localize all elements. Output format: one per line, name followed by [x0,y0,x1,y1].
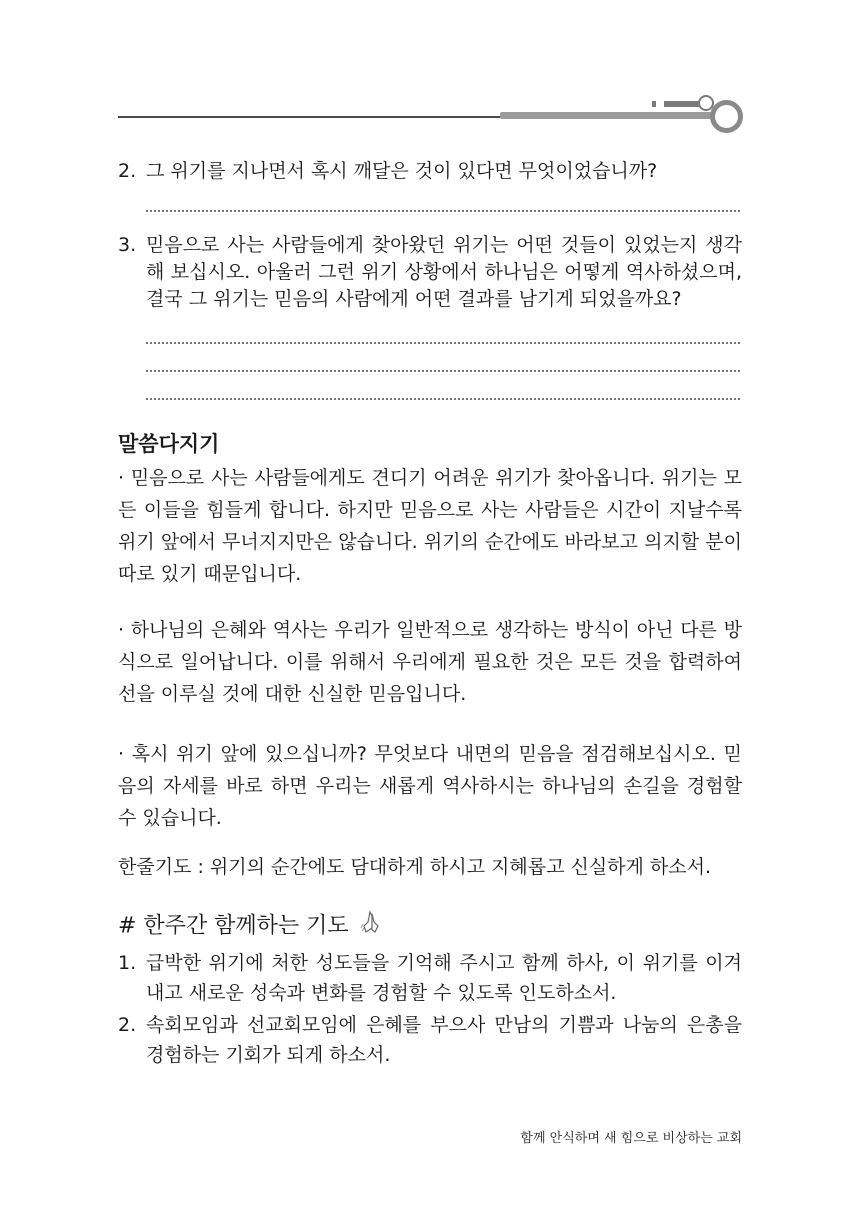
body-paragraph: · 혹시 위기 앞에 있으십니까? 무엇보다 내면의 믿음을 점검해보십시오. 믿음의 자세를 바로 하면 우리는 새롭게 역사하시는 하나님의 손길을 경험할 수 있습니다. [118,743,742,829]
question-item [118,158,742,184]
header-big-ring [710,100,743,133]
prayer-item-number: 2. [118,1014,137,1036]
prayer-item-number: 1. [118,952,137,974]
question-text: 그 위기를 지나면서 혹시 깨달은 것이 있다면 무엇이었습니까? [146,160,658,182]
question-text: 믿음으로 사는 사람들에게 찾아왔던 위기는 어떤 것들이 있었는지 생각해 보십시오. 아울러 그런 위기 상황에서 하나님은 어떻게 역사하셨으며, 결국 그 위기는 믿음의 사람에게 어떤 결과를 남기게 되었을까요? [146,234,742,310]
body-paragraph: · 믿음으로 사는 사람들에게도 견디기 어려운 위기가 찾아옵니다. 위기는 모든 이들을 힘들게 합니다. 하지만 믿음으로 사는 사람들은 시간이 지날수록 위기 앞에서 무너지지만은 않습니다. 위기의 순간에도 바라보고 의지할 분이 따로 있기 때문입니다. [118,467,742,585]
section-title: 말씀다지기 [118,432,220,456]
footer-text: 함께 안식하며 새 힘으로 비상하는 교회 [520,1131,742,1146]
prayer-item-text: 속회모임과 선교회모임에 은혜를 부으사 만남의 기쁨과 나눔의 은총을 경험하는 기회가 되게 하소서. [146,1014,742,1066]
question-item [118,232,742,313]
answer-line[interactable] [146,210,740,212]
header-dash [652,101,656,107]
prayer-item [118,1010,742,1070]
question-number: 2. [118,160,137,182]
answer-line[interactable] [146,398,740,400]
praying-hands-icon [360,910,382,943]
question-number: 3. [118,234,137,256]
prayer-item [118,948,742,1008]
weekly-prayer-title: # 한주간 함께하는 기도 [118,913,349,939]
prayer-item-text: 급박한 위기에 처한 성도들을 기억해 주시고 함께 하사, 이 위기를 이겨내고 새로운 성숙과 변화를 경험할 수 있도록 인도하소서. [146,952,742,1004]
one-line-prayer: 한줄기도 : 위기의 순간에도 담대하게 하시고 지혜롭고 신실하게 하소서. [118,856,712,878]
body-paragraph: · 하나님의 은혜와 역사는 우리가 일반적으로 생각하는 방식이 아닌 다른 방식으로 일어납니다. 이를 위해서 우리에게 필요한 것은 모든 것을 합력하여 선을 이루실 것에 대한 신실한 믿음입니다. [118,619,742,705]
answer-line[interactable] [146,342,740,344]
weekly-prayer-heading [118,910,382,943]
header-tick [664,101,700,107]
answer-line[interactable] [146,370,740,372]
header-bar [500,112,722,119]
